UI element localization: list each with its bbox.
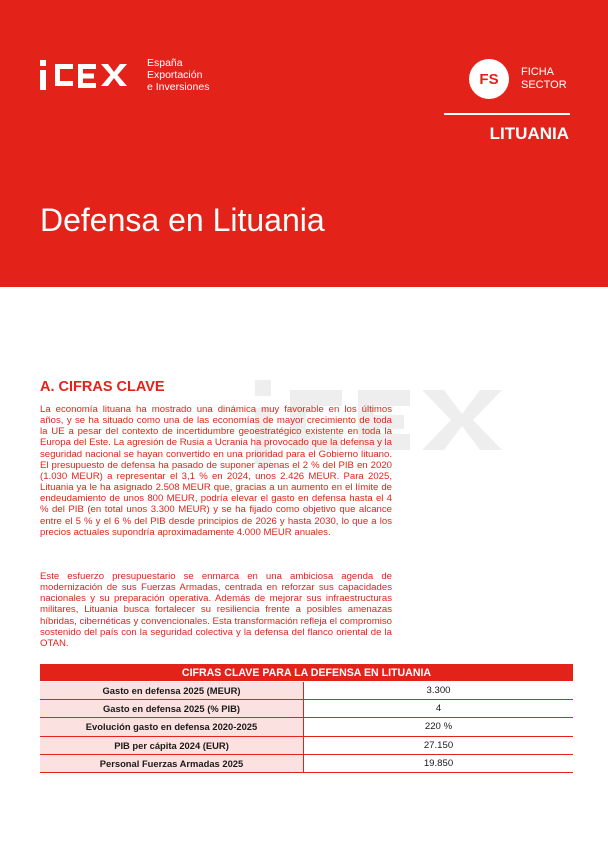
ficha-label-line: FICHA [521,66,554,78]
table-row-label: Gasto en defensa 2025 (MEUR) [40,682,303,699]
table-row [40,682,573,700]
icex-logo [40,57,209,93]
ficha-sector-badge [469,59,567,99]
table-row-value: 4 [303,700,573,717]
icex-subtitle-line: Exportación [147,69,203,81]
table-row-label: Evolución gasto en defensa 2020-2025 [40,718,303,735]
ficha-sector-label [521,66,567,92]
table-row-value: 27.150 [303,737,573,754]
country-label: LITUANIA [489,124,569,143]
table-row-value: 19.850 [303,755,573,772]
header-banner [0,0,608,287]
document-title: Defensa en Lituania [40,202,325,238]
fs-circle-icon: FS [469,59,509,99]
icex-wordmark-icon [40,58,138,92]
ficha-label-line: SECTOR [521,79,567,91]
table-row [40,700,573,718]
table-row-label: Personal Fuerzas Armadas 2025 [40,755,303,772]
icex-subtitle-line: e Inversiones [147,81,210,93]
intro-paragraph: La economía lituana ha mostrado una dinámica muy favorable en los últimos años, y se ha situado como una de las economías de mayor crecimiento de toda la UE a pesar del contexto de incertidumbre geoestratégico existente en toda la Europa del Este. La agresión de Rusia a Ucrania ha provocado que la defensa y la seguridad nacional se hayan convertido en una prioridad para el Gobierno lituano. El presupuesto de defensa ha pasado de suponer apenas el 2 % del PIB en 2020 (1.030 MEUR) a representar el 3,1 % en 2024, unos 2.426 MEUR. Para 2025, Lituania ya le ha asignado 2.508 MEUR que, gracias a un aumento en el límite de endeudamiento de unos 800 MEUR, podría elevar el gasto en defensa hasta el 4 % del PIB (en total unos 3.300 MEUR) y se ha fijado como objetivo que alcance entre el 5 % y el 6 % del PIB desde principios de 2026 y hasta 2030, lo que a los precios actuales supondría aproximadamente 4.000 MEUR anuales. [40,404,392,538]
icex-subtitle-line: España [147,57,183,69]
table-row [40,737,573,755]
icex-subtitle [147,57,209,93]
table-row-value: 3.300 [303,682,573,699]
section-title: A. CIFRAS CLAVE [40,379,165,395]
table-row-value: 220 % [303,718,573,735]
key-figures-table [40,664,573,773]
table-row [40,718,573,736]
table-row-label: Gasto en defensa 2025 (% PIB) [40,700,303,717]
table-row [40,755,573,773]
table-row-label: PIB per cápita 2024 (EUR) [40,737,303,754]
key-figures-table-title: CIFRAS CLAVE PARA LA DEFENSA EN LITUANIA [40,664,573,682]
header-divider [444,113,570,115]
context-paragraph: Este esfuerzo presupuestario se enmarca en una ambiciosa agenda de modernización de sus Fuerzas Armadas, centrada en reforzar sus capacidades nacionales y su preparación operativa. Además de mejorar sus infraestructuras militares, Lituania busca fortalecer su resiliencia frente a posibles amenazas híbridas, cibernéticas y convencionales. Esta transformación refleja el compromiso sostenido del país con la seguridad colectiva y la defensa del flanco oriental de la OTAN. [40,571,392,649]
